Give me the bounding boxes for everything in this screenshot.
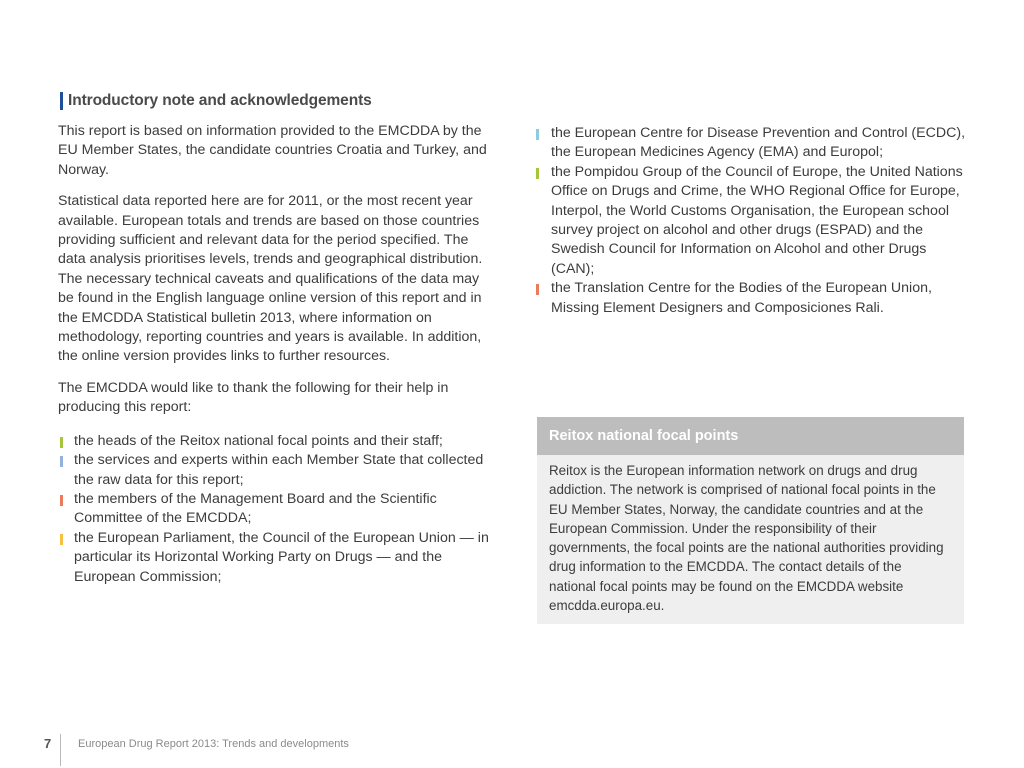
list-item [58, 451, 498, 490]
list-item [58, 432, 498, 451]
reitox-info-box [537, 417, 964, 624]
list-item-text: the services and experts within each Member State that collected the raw data for this report; [74, 452, 484, 488]
list-item-text: the heads of the Reitox national focal points and their staff; [74, 432, 443, 449]
list-item [58, 529, 498, 587]
section-heading [58, 92, 498, 110]
footer-report-title: European Drug Report 2013: Trends and developments [78, 738, 349, 750]
bullet-marker-icon [60, 495, 63, 506]
footer-divider [60, 734, 61, 766]
right-column [534, 124, 966, 318]
bullet-marker-icon [536, 168, 539, 179]
heading-accent-bar [60, 92, 63, 110]
list-item-text: the Pompidou Group of the Council of Europe, the United Nations Office on Drugs and Crime, the WHO Regional Office for Europe, Interpol, the World Customs Organisation, the European school survey project on alcohol and other drugs (ESPAD) and the Swedish Council for Information on Alcohol and other Drugs (CAN); [551, 163, 963, 277]
section-heading-text: Introductory note and acknowledgements [68, 92, 372, 109]
bullet-marker-icon [60, 534, 63, 545]
left-column [58, 92, 498, 587]
bullet-marker-icon [536, 284, 539, 295]
list-item-text: the Translation Centre for the Bodies of the European Union, Missing Element Designers and Composiciones Rali. [551, 280, 932, 316]
list-item [534, 279, 966, 318]
bullet-marker-icon [60, 456, 63, 467]
page-number: 7 [44, 736, 52, 751]
info-box-body: Reitox is the European information network on drugs and drug addiction. The network is comprised of national focal points in the EU Member States, Norway, the candidate countries and at the European Commission. Under the responsibility of their governments, the focal points are the national authorities providing drug information to the EMCDDA. The contact details of the national focal points may be found on the EMCDDA website emcdda.europa.eu. [549, 463, 944, 614]
bullet-marker-icon [60, 437, 63, 448]
list-item [534, 163, 966, 279]
acknowledgements-list-right [534, 124, 966, 318]
list-item-text: the European Centre for Disease Prevention and Control (ECDC), the European Medicines Agency (EMA) and Europol; [551, 125, 966, 161]
list-item-text: the European Parliament, the Council of the European Union — in particular its Horizontal Working Party on Drugs — and the European Commission; [74, 529, 489, 585]
info-box-title: Reitox national focal points [537, 417, 964, 455]
acknowledgements-list-left [58, 432, 498, 587]
thanks-paragraph: The EMCDDA would like to thank the following for their help in producing this report: [58, 379, 449, 416]
list-item [58, 490, 498, 529]
page-footer [44, 736, 349, 766]
statistical-data-paragraph: Statistical data reported here are for 2011, or the most recent year available. European totals and trends are based on those countries providing sufficient and relevant data for the period specified. The data analysis prioritises levels, trends and geographical distribution. The necessary technical caveats and qualifications of the data may be found in the English language online version of this report and in the EMCDDA Statistical bulletin 2013, where information on methodology, reporting countries and years is available. In addition, the online version provides links to further resources. [58, 193, 483, 365]
list-item [534, 124, 966, 163]
list-item-text: the members of the Management Board and the Scientific Committee of the EMCDDA; [74, 490, 437, 527]
bullet-marker-icon [536, 129, 539, 140]
intro-paragraph: This report is based on information provided to the EMCDDA by the EU Member States, the candidate countries Croatia and Turkey, and Norway. [58, 123, 487, 178]
